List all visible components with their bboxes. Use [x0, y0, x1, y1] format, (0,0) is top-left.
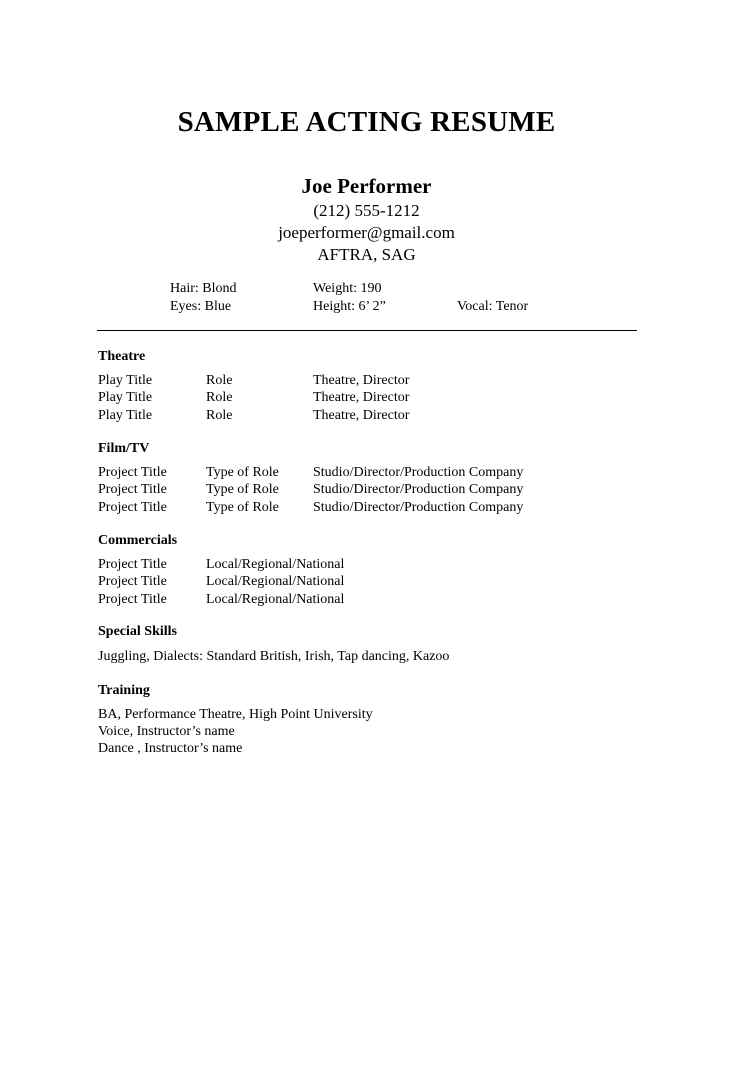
commercial-scope: Local/Regional/National — [206, 592, 345, 607]
play-title: Play Title — [98, 373, 153, 388]
union-affiliations: AFTRA, SAG — [317, 245, 416, 264]
phone-number: (212) 555-1212 — [313, 201, 420, 220]
play-venue: Theatre, Director — [313, 390, 410, 405]
project-title: Project Title — [98, 557, 167, 572]
section-heading-commercials: Commercials — [98, 533, 178, 548]
role-type: Type of Role — [206, 465, 279, 480]
play-title: Play Title — [98, 408, 153, 423]
project-title: Project Title — [98, 574, 167, 589]
section-heading-theatre: Theatre — [98, 349, 146, 364]
training-item: Voice, Instructor’s name — [98, 724, 235, 739]
training-item: Dance , Instructor’s name — [98, 741, 243, 756]
header-divider — [97, 330, 637, 331]
role-type: Type of Role — [206, 482, 279, 497]
play-title: Play Title — [98, 390, 153, 405]
stat-weight: Weight: 190 — [313, 281, 382, 296]
training-item: BA, Performance Theatre, High Point University — [98, 707, 373, 722]
play-role: Role — [206, 390, 233, 405]
commercial-scope: Local/Regional/National — [206, 557, 345, 572]
stat-hair: Hair: Blond — [170, 281, 237, 296]
theatre-row — [98, 389, 658, 407]
section-heading-special-skills: Special Skills — [98, 624, 177, 639]
play-role: Role — [206, 373, 233, 388]
play-venue: Theatre, Director — [313, 408, 410, 423]
stat-height: Height: 6’ 2” — [313, 299, 386, 314]
role-type: Type of Role — [206, 500, 279, 515]
theatre-row — [98, 407, 658, 425]
document-title: SAMPLE ACTING RESUME — [177, 106, 556, 138]
stat-vocal: Vocal: Tenor — [457, 299, 529, 314]
special-skills-text: Juggling, Dialects: Standard British, Irish, Tap dancing, Kazoo — [98, 649, 450, 664]
commercial-row — [98, 573, 658, 591]
section-heading-training: Training — [98, 683, 150, 698]
project-title: Project Title — [98, 482, 167, 497]
project-title: Project Title — [98, 465, 167, 480]
production-company: Studio/Director/Production Company — [313, 482, 524, 497]
film-tv-row — [98, 481, 658, 499]
stat-eyes: Eyes: Blue — [170, 299, 232, 314]
commercial-row — [98, 591, 658, 609]
email-address: joeperformer@gmail.com — [278, 223, 455, 242]
play-role: Role — [206, 408, 233, 423]
film-tv-row — [98, 464, 658, 482]
project-title: Project Title — [98, 500, 167, 515]
film-tv-row — [98, 499, 658, 517]
commercial-scope: Local/Regional/National — [206, 574, 345, 589]
production-company: Studio/Director/Production Company — [313, 465, 524, 480]
commercial-row — [98, 556, 658, 574]
section-heading-film-tv: Film/TV — [98, 441, 150, 456]
theatre-row — [98, 372, 658, 390]
performer-name: Joe Performer — [301, 174, 432, 198]
production-company: Studio/Director/Production Company — [313, 500, 524, 515]
project-title: Project Title — [98, 592, 167, 607]
play-venue: Theatre, Director — [313, 373, 410, 388]
